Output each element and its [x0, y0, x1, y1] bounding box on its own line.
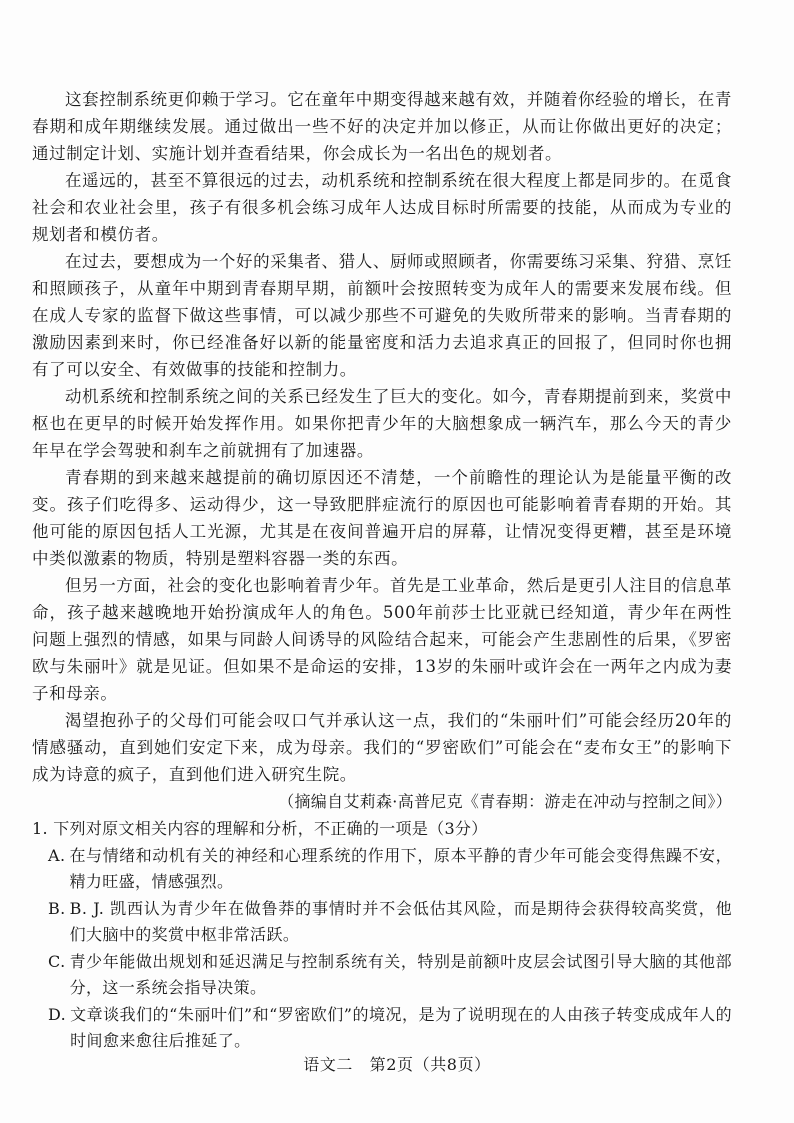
page-footer: 语文二 第2页（共8页）: [303, 1055, 491, 1074]
option-letter: C.: [48, 952, 66, 971]
passage-paragraph-1: 这套控制系统更仰赖于学习。它在童年中期变得越来越有效，并随着你经验的增长，在青春期和成年期继续发展。通过做出一些不好的决定并加以修正，从而让你做出更好的决定；通过制定计划、实施计划并查看结果，你会成长为一名出色的规划者。: [32, 90, 732, 163]
question-options: [32, 843, 732, 1054]
option-text: 在与情绪和动机有关的神经和心理系统的作用下，原本平静的青少年可能会变得焦躁不安，精力旺盛，情感强烈。: [69, 846, 732, 891]
option-letter: D.: [48, 1005, 67, 1024]
option-a: [48, 843, 732, 895]
option-c: [48, 949, 732, 1001]
passage-paragraph-6: 但另一方面，社会的变化也影响着青少年。首先是工业革命，然后是更引人注目的信息革命，孩子越来越晚地开始扮演成年人的角色。500年前莎士比亚就已经知道，青少年在两性问题上强烈的情感，如果与同龄人间诱导的风险结合起来，可能会产生悲剧性的后果，《罗密欧与朱丽叶》就是见证。但如果不是命运的安排，13岁的朱丽叶或许会在一两年之内成为妻子和母亲。: [32, 576, 732, 703]
option-text: 青少年能做出规划和延迟满足与控制系统有关，特别是前额叶皮层会试图引导大脑的其他部分，这一系统会指导决策。: [69, 952, 732, 997]
question-stem: 1. 下列对原文相关内容的理解和分析，不正确的一项是（3分）: [32, 819, 488, 838]
passage-source: （摘编自艾莉森·高普尼克《青春期：游走在冲动与控制之间》）: [278, 792, 732, 811]
option-text: B. J. 凯西认为青少年在做鲁莽的事情时并不会低估其风险，而是期待会获得较高奖赏，他们大脑中的奖赏中枢非常活跃。: [69, 899, 732, 944]
passage-paragraph-2: 在遥远的，甚至不算很远的过去，动机系统和控制系统在很大程度上都是同步的。在觅食社会和农业社会里，孩子有很多机会练习成年人达成目标时所需要的技能，从而成为专业的规划者和模仿者。: [32, 171, 732, 244]
option-text: 文章谈我们的“朱丽叶们”和“罗密欧们”的境况，是为了说明现在的人由孩子转变成成年人的时间愈来愈往后推延了。: [70, 1005, 732, 1050]
reading-passage: [32, 86, 732, 1054]
passage-paragraph-5: 青春期的到来越来越提前的确切原因还不清楚，一个前瞻性的理论认为是能量平衡的改变。孩子们吃得多、运动得少，这一导致肥胖症流行的原因也可能影响着青春期的开始。其他可能的原因包括人工光源，尤其是在夜间普遍开启的屏幕，让情况变得更糟，甚至是环境中类似激素的物质，特别是塑料容器一类的东西。: [32, 468, 732, 568]
passage-paragraph-4: 动机系统和控制系统之间的关系已经发生了巨大的变化。如今，青春期提前到来，奖赏中枢也在更早的时候开始发挥作用。如果你把青少年的大脑想象成一辆汽车，那么今天的青少年早在学会驾驶和刹车之前就拥有了加速器。: [32, 387, 732, 460]
option-b: [48, 896, 732, 948]
option-d: [48, 1002, 732, 1054]
option-letter: A.: [48, 846, 66, 865]
passage-paragraph-3: 在过去，要想成为一个好的采集者、猎人、厨师或照顾者，你需要练习采集、狩猎、烹饪和照顾孩子，从童年中期到青春期早期，前额叶会按照转变为成年人的需要来发展布线。但在成人专家的监督下做这些事情，可以减少那些不可避免的失败所带来的影响。当青春期的激励因素到来时，你已经准备好以新的能量密度和活力去追求真正的回报了，但同时你也拥有了可以安全、有效做事的技能和控制力。: [32, 252, 732, 379]
passage-paragraph-7: 渴望抱孙子的父母们可能会叹口气并承认这一点，我们的“朱丽叶们”可能会经历20年的情感骚动，直到她们安定下来，成为母亲。我们的“罗密欧们”可能会在“麦布女王”的影响下成为诗意的疯子，直到他们进入研究生院。: [32, 711, 732, 784]
option-letter: B.: [48, 899, 66, 918]
